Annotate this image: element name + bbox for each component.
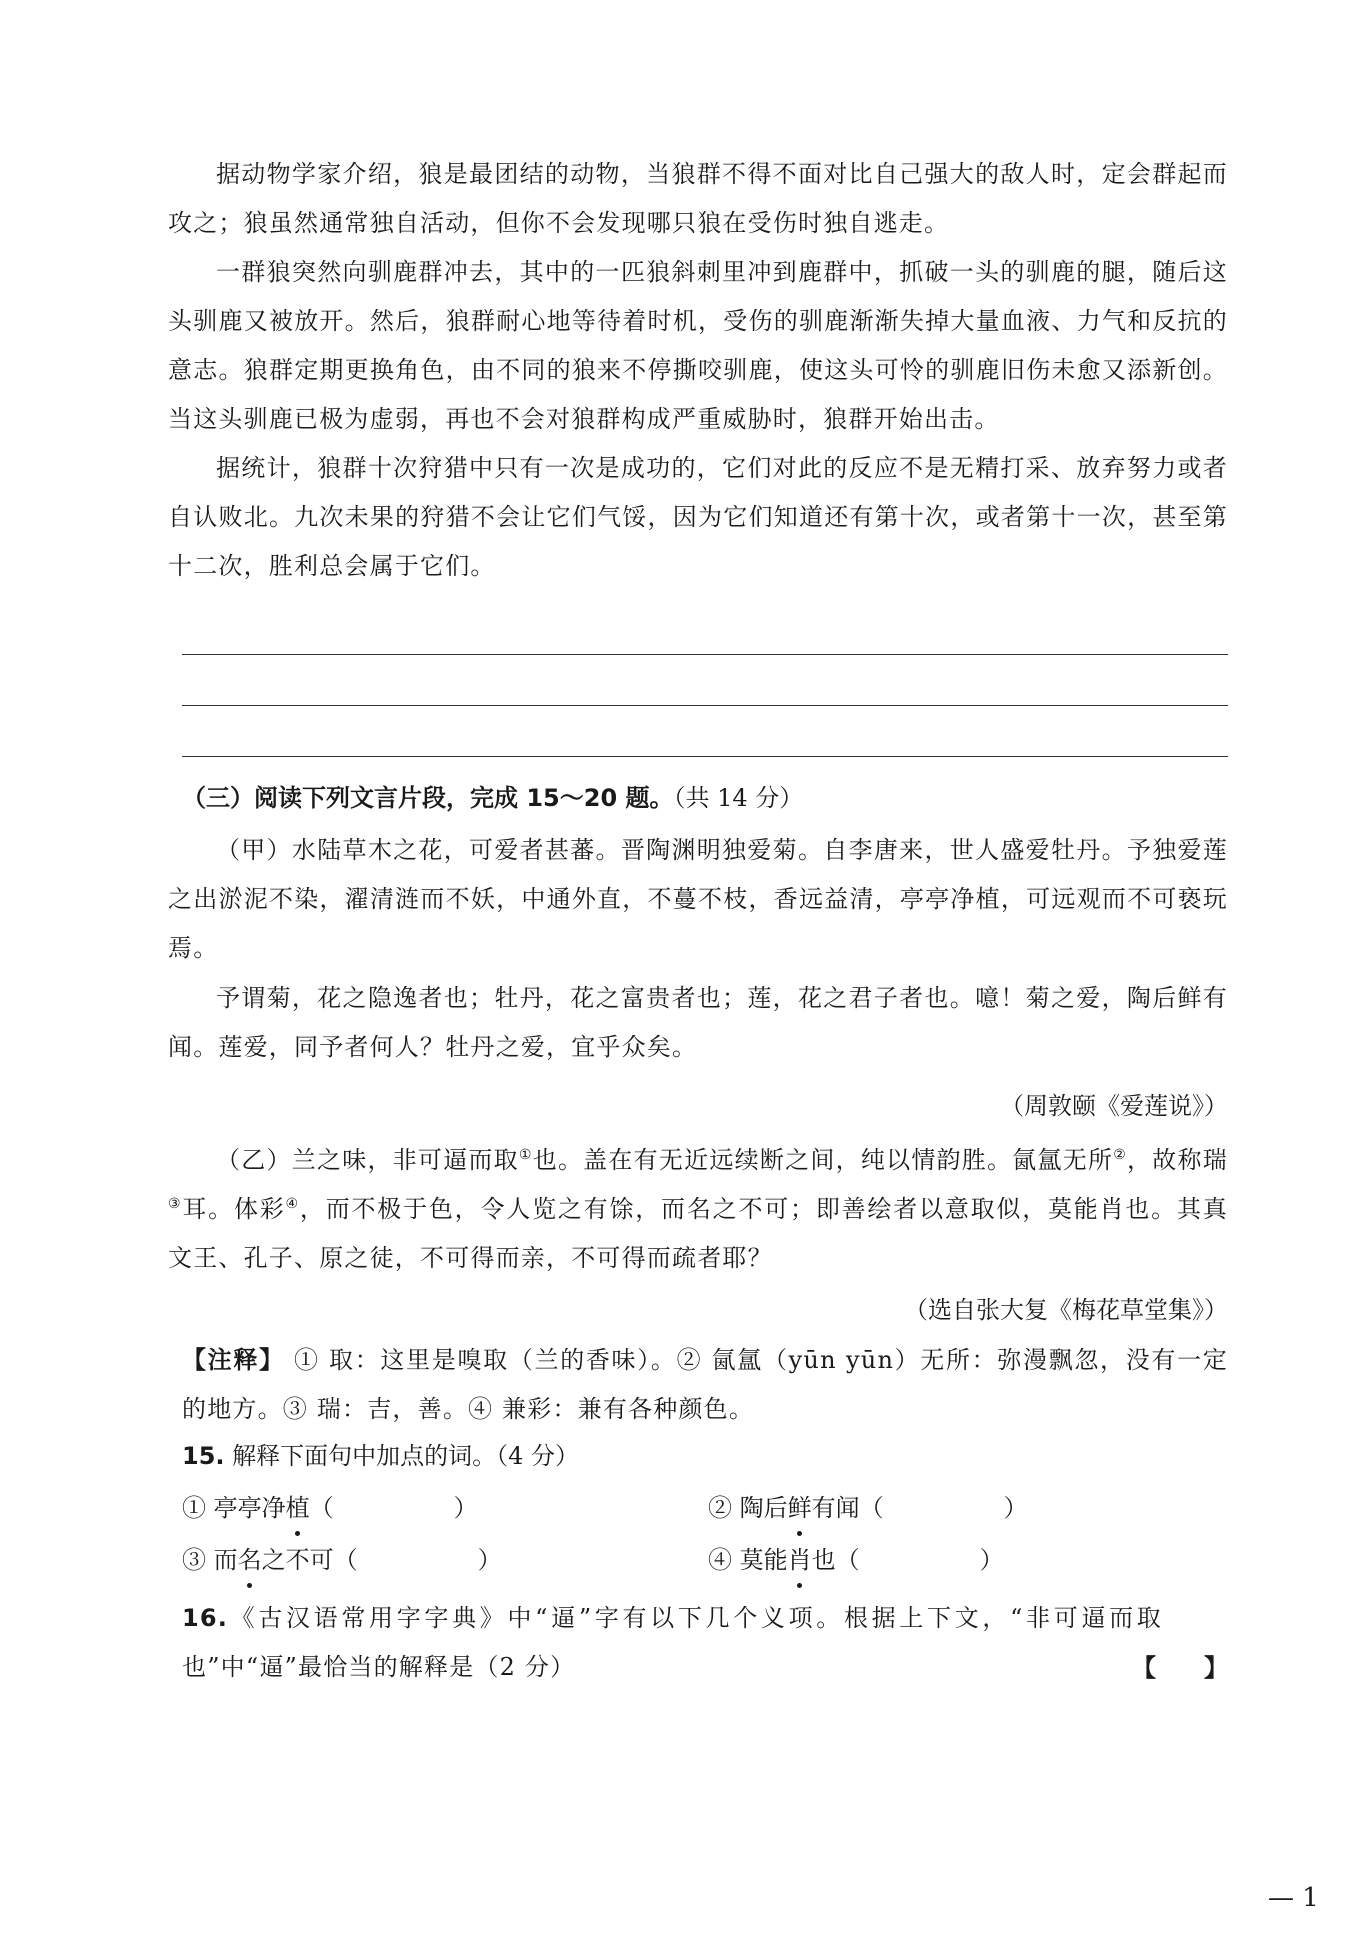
q15-item-3-dotted-char: 名 <box>238 1540 262 1580</box>
yi-text-2: 也。盖在有无近远续断之间，纯以情韵胜。氤氲无所 <box>532 1146 1114 1174</box>
wolf-paragraph-2: 一群狼突然向驯鹿群冲去，其中的一匹狼斜刺里冲到鹿群中，抓破一头的驯鹿的腿，随后这头驯鹿又被放开。然后，狼群耐心地等待着时机，受伤的驯鹿渐渐失掉大量血液、力气和反抗的意志。狼群定期更换角色，由不同的狼来不停撕咬驯鹿，使这头可怜的驯鹿旧伤未愈又添新创。当这头驯鹿已极为虚弱，再也不会对狼群构成严重威胁时，狼群开始出击。 <box>168 258 1228 433</box>
answer-line-2[interactable] <box>182 705 1228 706</box>
q15-item-4[interactable] <box>708 1540 1004 1580</box>
footnote-ref-3: ③ <box>168 1196 183 1212</box>
wolf-paragraph-1: 据动物学家介绍，狼是最团结的动物，当狼群不得不面对比自己强大的敌人时，定会群起而攻之；狼虽然通常独自活动，但你不会发现哪只狼在受伤时独自逃走。 <box>168 160 1228 237</box>
yi-paragraph <box>168 1136 1228 1283</box>
footnote-ref-4: ④ <box>285 1196 300 1212</box>
footnote-ref-1: ① <box>518 1147 533 1163</box>
q15-item-1-dotted-char: 植 <box>286 1488 310 1528</box>
section-heading-text: （三）阅读下列文言片段，完成 15～20 题。 <box>182 784 674 812</box>
yi-text-3: ，故称瑞 <box>1127 1146 1228 1174</box>
jia-paragraph-2: 予谓菊，花之隐逸者也；牡丹，花之富贵者也；莲，花之君子者也。噫！菊之爱，陶后鲜有闻。莲爱，同予者何人？牡丹之爱，宜乎众矣。 <box>168 984 1228 1061</box>
question-16-text: 《古汉语常用字字典》中“逼”字有以下几个义项。根据上下文，“非可逼而取也”中“逼”最恰当的解释是（2 分） <box>182 1604 1162 1681</box>
note-label: 【注释】 <box>182 1346 285 1374</box>
section-heading <box>182 778 803 818</box>
note-text: ① 取：这里是嗅取（兰的香味）。② 氤氲（yūn yūn）无所：弥漫飘忽，没有一定的地方。③ 瑞：吉，善。④ 兼彩：兼有各种颜色。 <box>182 1346 1228 1423</box>
question-15-number: 15. <box>182 1442 225 1470</box>
q15-item-1[interactable] <box>182 1488 478 1528</box>
footnote-ref-2: ② <box>1113 1147 1128 1163</box>
answer-bracket[interactable]: 【 】 <box>1132 1654 1228 1682</box>
question-16 <box>182 1594 1162 1692</box>
answer-line-3[interactable] <box>182 756 1228 757</box>
q15-item-4-pre: ④ 莫能 <box>708 1546 788 1574</box>
yi-source: （选自张大复《梅花草堂集》） <box>904 1296 1228 1324</box>
jia-paragraph-1: （甲）水陆草木之花，可爱者甚蕃。晋陶渊明独爱菊。自李唐来，世人盛爱牡丹。予独爱莲之出淤泥不染，濯清涟而不妖，中通外直，不蔓不枝，香远益清，亭亭净植，可远观而不可亵玩焉。 <box>168 836 1228 962</box>
q15-item-3[interactable] <box>182 1540 502 1580</box>
q15-item-1-pre: ① 亭亭净 <box>182 1494 286 1522</box>
yi-text-1: （乙）兰之味，非可逼而取 <box>216 1146 519 1174</box>
q15-item-4-dotted-char: 肖 <box>788 1540 812 1580</box>
answer-line-1[interactable] <box>182 654 1228 655</box>
q15-item-2[interactable] <box>708 1488 1028 1528</box>
q15-item-3-pre: ③ 而 <box>182 1546 238 1574</box>
question-15 <box>182 1436 579 1476</box>
question-15-title: 解释下面句中加点的词。（4 分） <box>232 1442 580 1470</box>
q15-item-2-dotted-char: 鲜 <box>788 1488 812 1528</box>
page-number: — 1 <box>1268 1883 1319 1913</box>
yi-text-5: ，而不极于色，令人览之有馀，而名之不可；即善绘者以意取似，莫能肖也。其真文王、孔子、原之徒，不可得而亲，不可得而疏者耶？ <box>168 1195 1228 1272</box>
jia-source: （周敦颐《爱莲说》） <box>1000 1092 1228 1120</box>
question-16-number: 16. <box>182 1604 229 1632</box>
annotation-notes <box>182 1336 1228 1434</box>
q15-item-4-blank[interactable]: 也（ ） <box>811 1546 1004 1574</box>
yi-text-4: 耳。体彩 <box>182 1195 286 1223</box>
wolf-paragraph-3: 据统计，狼群十次狩猎中只有一次是成功的，它们对此的反应不是无精打采、放弃努力或者自认败北。九次未果的狩猎不会让它们气馁，因为它们知道还有第十次，或者第十一次，甚至第十二次，胜利总会属于它们。 <box>168 454 1228 580</box>
section-score: （共 14 分） <box>673 784 804 812</box>
q15-item-2-blank[interactable]: 有闻（ ） <box>811 1494 1028 1522</box>
q15-item-3-blank[interactable]: 之不可（ ） <box>261 1546 502 1574</box>
q15-item-1-blank[interactable]: （ ） <box>309 1494 478 1522</box>
q15-item-2-pre: ② 陶后 <box>708 1494 788 1522</box>
